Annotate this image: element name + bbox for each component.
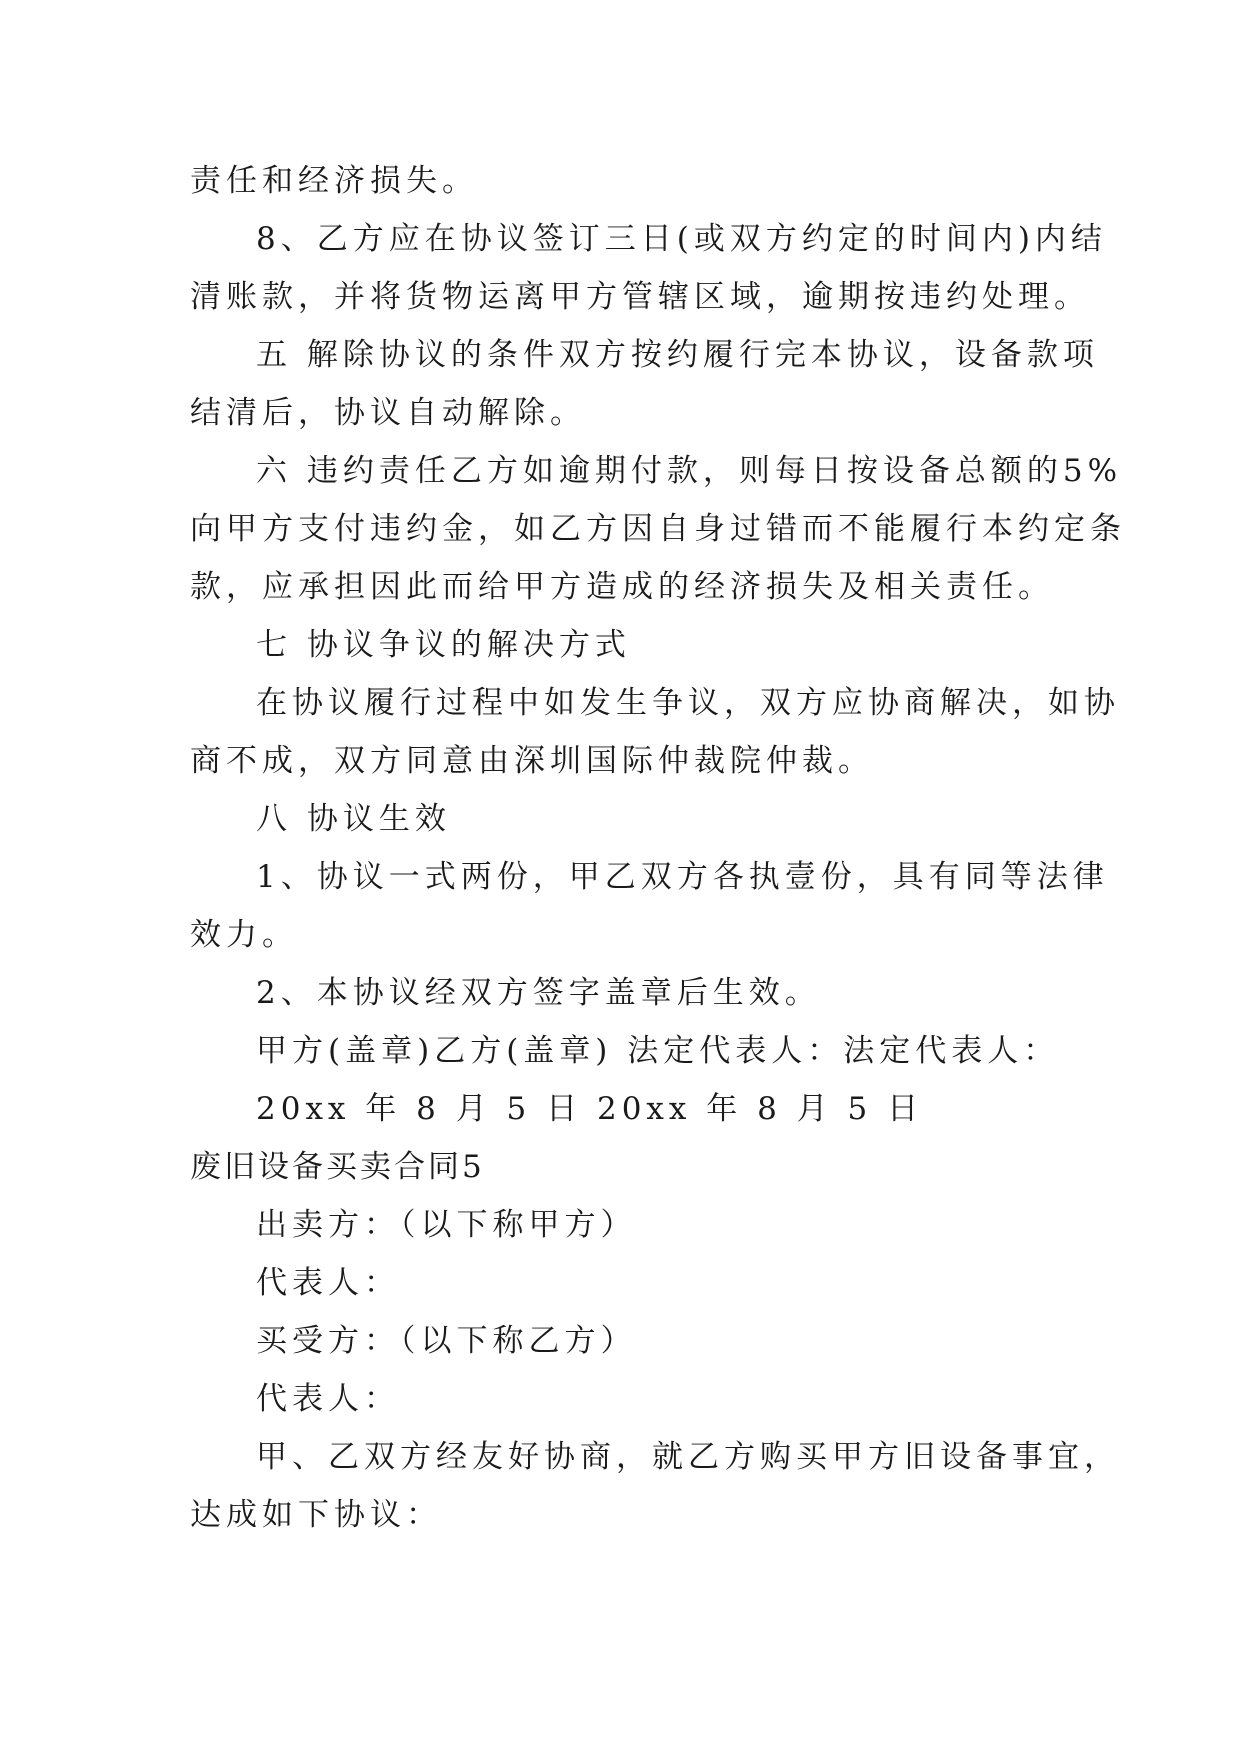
text-line: 代表人： xyxy=(256,1381,400,1417)
text-line: 代表人： xyxy=(256,1265,400,1301)
text-line: 五 解除协议的条件双方按约履行完本协议，设备款项 xyxy=(256,337,1099,373)
text-line: 1、协议一式两份，甲乙双方各执壹份，具有同等法律 xyxy=(256,859,1109,895)
text-line: 向甲方支付违约金，如乙方因自身过错而不能履行本约定条 xyxy=(190,511,1126,547)
text-line: 出卖方：（以下称甲方） xyxy=(256,1207,637,1243)
text-line: 甲、乙双方经友好协商，就乙方购买甲方旧设备事宜， xyxy=(256,1439,1120,1475)
text-line: 达成如下协议： xyxy=(190,1497,442,1533)
text-line: 效力。 xyxy=(190,917,298,953)
text-line: 款，应承担因此而给甲方造成的经济损失及相关责任。 xyxy=(190,569,1054,605)
text-line: 结清后，协议自动解除。 xyxy=(190,395,586,431)
text-line: 六 违约责任乙方如逾期付款，则每日按设备总额的5% xyxy=(256,453,1123,489)
text-line: 8、乙方应在协议签订三日(或双方约定的时间内)内结 xyxy=(256,221,1107,257)
section-heading: 七 协议争议的解决方式 xyxy=(256,627,631,663)
section-heading: 八 协议生效 xyxy=(256,801,451,837)
text-line: 清账款，并将货物运离甲方管辖区域，逾期按违约处理。 xyxy=(190,279,1090,315)
text-line: 责任和经济损失。 xyxy=(190,163,478,199)
text-line: 买受方：（以下称乙方） xyxy=(256,1323,637,1359)
signature-line: 甲方(盖章)乙方(盖章) 法定代表人：法定代表人： xyxy=(256,1033,1060,1069)
contract-title: 废旧设备买卖合同5 xyxy=(190,1149,485,1185)
text-line: 在协议履行过程中如发生争议，双方应协商解决，如协 xyxy=(256,685,1120,721)
date-line: 20xx 年 8 月 5 日 20xx 年 8 月 5 日 xyxy=(256,1091,924,1127)
text-line: 2、本协议经双方签字盖章后生效。 xyxy=(256,975,821,1011)
text-line: 商不成，双方同意由深圳国际仲裁院仲裁。 xyxy=(190,743,874,779)
